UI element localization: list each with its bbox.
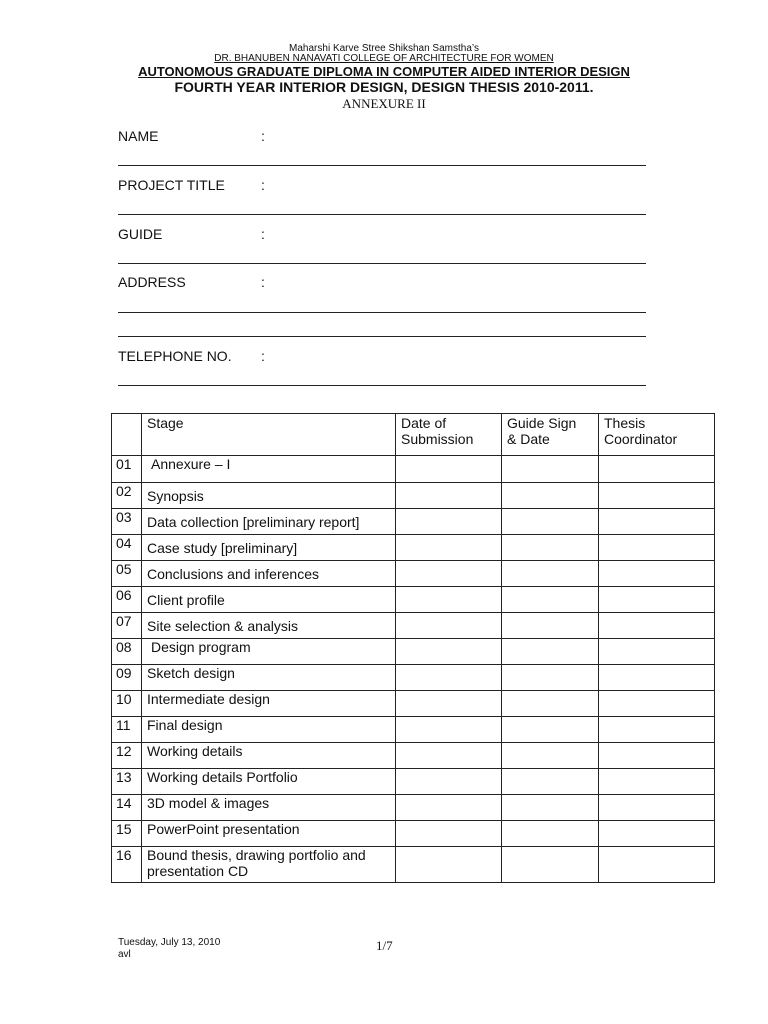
cell-date-of-submission[interactable]	[396, 665, 502, 691]
table-row	[112, 743, 715, 769]
row-number: 02	[112, 483, 142, 509]
row-stage: 3D model & images	[142, 795, 396, 821]
cell-thesis-coordinator[interactable]	[599, 847, 715, 883]
column-header-stage: Stage	[142, 414, 396, 456]
cell-thesis-coordinator[interactable]	[599, 769, 715, 795]
table-row	[112, 665, 715, 691]
row-stage: Design program	[142, 639, 396, 665]
cell-thesis-coordinator[interactable]	[599, 535, 715, 561]
row-number: 09	[112, 665, 142, 691]
footer-initials: avl	[118, 949, 131, 960]
row-stage: Intermediate design	[142, 691, 396, 717]
cell-guide-sign[interactable]	[502, 665, 599, 691]
table-row	[112, 613, 715, 639]
table-row	[112, 821, 715, 847]
cell-thesis-coordinator[interactable]	[599, 821, 715, 847]
row-number: 01	[112, 456, 142, 483]
table-row	[112, 509, 715, 535]
row-stage: Site selection & analysis	[142, 613, 396, 639]
cell-date-of-submission[interactable]	[396, 821, 502, 847]
row-stage: Synopsis	[142, 483, 396, 509]
row-number: 12	[112, 743, 142, 769]
cell-date-of-submission[interactable]	[396, 639, 502, 665]
cell-date-of-submission[interactable]	[396, 535, 502, 561]
field-colon: :	[261, 274, 265, 290]
cell-date-of-submission[interactable]	[396, 587, 502, 613]
field-colon: :	[261, 226, 265, 242]
field-label-telephone: TELEPHONE NO.	[118, 348, 232, 364]
row-number: 06	[112, 587, 142, 613]
cell-date-of-submission[interactable]	[396, 743, 502, 769]
cell-thesis-coordinator[interactable]	[599, 795, 715, 821]
course-title: FOURTH YEAR INTERIOR DESIGN, DESIGN THESIS 2010-2011.	[174, 79, 594, 95]
field-label-name: NAME	[118, 128, 159, 144]
column-header-guide-sign: Guide Sign & Date	[502, 414, 599, 456]
column-header-thesis-coordinator: Thesis Coordinator	[599, 414, 715, 456]
row-stage: Client profile	[142, 587, 396, 613]
cell-guide-sign[interactable]	[502, 847, 599, 883]
cell-guide-sign[interactable]	[502, 743, 599, 769]
row-stage: Case study [preliminary]	[142, 535, 396, 561]
cell-date-of-submission[interactable]	[396, 483, 502, 509]
cell-date-of-submission[interactable]	[396, 561, 502, 587]
field-label-guide: GUIDE	[118, 226, 163, 242]
table-row	[112, 456, 715, 483]
cell-thesis-coordinator[interactable]	[599, 691, 715, 717]
table-row	[112, 847, 715, 883]
cell-guide-sign[interactable]	[502, 821, 599, 847]
college-name: DR. BHANUBEN NANAVATI COLLEGE OF ARCHITECTURE FOR WOMEN	[214, 53, 554, 64]
cell-thesis-coordinator[interactable]	[599, 509, 715, 535]
table-row	[112, 795, 715, 821]
row-stage: Working details	[142, 743, 396, 769]
cell-date-of-submission[interactable]	[396, 717, 502, 743]
cell-date-of-submission[interactable]	[396, 795, 502, 821]
row-stage: Conclusions and inferences	[142, 561, 396, 587]
cell-thesis-coordinator[interactable]	[599, 561, 715, 587]
row-stage: Working details Portfolio	[142, 769, 396, 795]
table-row	[112, 587, 715, 613]
cell-thesis-coordinator[interactable]	[599, 665, 715, 691]
row-number: 15	[112, 821, 142, 847]
table-row	[112, 483, 715, 509]
cell-date-of-submission[interactable]	[396, 456, 502, 483]
table-row	[112, 769, 715, 795]
cell-thesis-coordinator[interactable]	[599, 483, 715, 509]
field-colon: :	[261, 348, 265, 364]
cell-guide-sign[interactable]	[502, 769, 599, 795]
program-title: AUTONOMOUS GRADUATE DIPLOMA IN COMPUTER AIDED INTERIOR DESIGN	[138, 64, 630, 79]
table-row	[112, 639, 715, 665]
row-number: 13	[112, 769, 142, 795]
row-stage: Data collection [preliminary report]	[142, 509, 396, 535]
field-colon: :	[261, 128, 265, 144]
row-stage: Annexure – I	[142, 456, 396, 483]
field-line-guide[interactable]	[118, 263, 646, 264]
stage-table	[111, 413, 715, 883]
cell-guide-sign[interactable]	[502, 561, 599, 587]
cell-guide-sign[interactable]	[502, 795, 599, 821]
cell-date-of-submission[interactable]	[396, 691, 502, 717]
cell-guide-sign[interactable]	[502, 456, 599, 483]
row-number: 10	[112, 691, 142, 717]
row-number: 08	[112, 639, 142, 665]
table-row	[112, 717, 715, 743]
row-stage: Final design	[142, 717, 396, 743]
table-header-row	[112, 414, 715, 456]
field-line-address-2[interactable]	[118, 336, 646, 337]
cell-thesis-coordinator[interactable]	[599, 587, 715, 613]
row-number: 03	[112, 509, 142, 535]
cell-date-of-submission[interactable]	[396, 847, 502, 883]
row-number: 16	[112, 847, 142, 883]
row-number: 07	[112, 613, 142, 639]
cell-thesis-coordinator[interactable]	[599, 717, 715, 743]
cell-date-of-submission[interactable]	[396, 509, 502, 535]
field-label-address: ADDRESS	[118, 274, 186, 290]
row-stage: Sketch design	[142, 665, 396, 691]
column-header-date-of-submission: Date of Submission	[396, 414, 502, 456]
cell-date-of-submission[interactable]	[396, 613, 502, 639]
cell-guide-sign[interactable]	[502, 535, 599, 561]
row-number: 11	[112, 717, 142, 743]
cell-guide-sign[interactable]	[502, 639, 599, 665]
table-row	[112, 535, 715, 561]
cell-guide-sign[interactable]	[502, 483, 599, 509]
row-number: 05	[112, 561, 142, 587]
row-stage: Bound thesis, drawing portfolio and presentation CD	[142, 847, 396, 883]
cell-guide-sign[interactable]	[502, 691, 599, 717]
row-stage: PowerPoint presentation	[142, 821, 396, 847]
field-line-telephone[interactable]	[118, 385, 646, 386]
footer-date: Tuesday, July 13, 2010	[118, 937, 221, 948]
institution-name: Maharshi Karve Stree Shikshan Samstha’s	[289, 43, 479, 54]
field-colon: :	[261, 177, 265, 193]
annexure-title: ANNEXURE II	[342, 96, 426, 111]
cell-thesis-coordinator[interactable]	[599, 613, 715, 639]
field-label-project-title: PROJECT TITLE	[118, 177, 225, 193]
footer-left	[118, 937, 220, 961]
table-row	[112, 691, 715, 717]
column-header-number	[112, 414, 142, 456]
page-number: 1/7	[376, 938, 393, 953]
cell-guide-sign[interactable]	[502, 717, 599, 743]
cell-thesis-coordinator[interactable]	[599, 456, 715, 483]
row-number: 14	[112, 795, 142, 821]
cell-date-of-submission[interactable]	[396, 769, 502, 795]
cell-thesis-coordinator[interactable]	[599, 639, 715, 665]
field-line-address-1[interactable]	[118, 312, 646, 313]
field-line-name[interactable]	[118, 165, 646, 166]
cell-thesis-coordinator[interactable]	[599, 743, 715, 769]
table-row	[112, 561, 715, 587]
row-number: 04	[112, 535, 142, 561]
cell-guide-sign[interactable]	[502, 587, 599, 613]
field-line-project-title[interactable]	[118, 214, 646, 215]
cell-guide-sign[interactable]	[502, 509, 599, 535]
cell-guide-sign[interactable]	[502, 613, 599, 639]
